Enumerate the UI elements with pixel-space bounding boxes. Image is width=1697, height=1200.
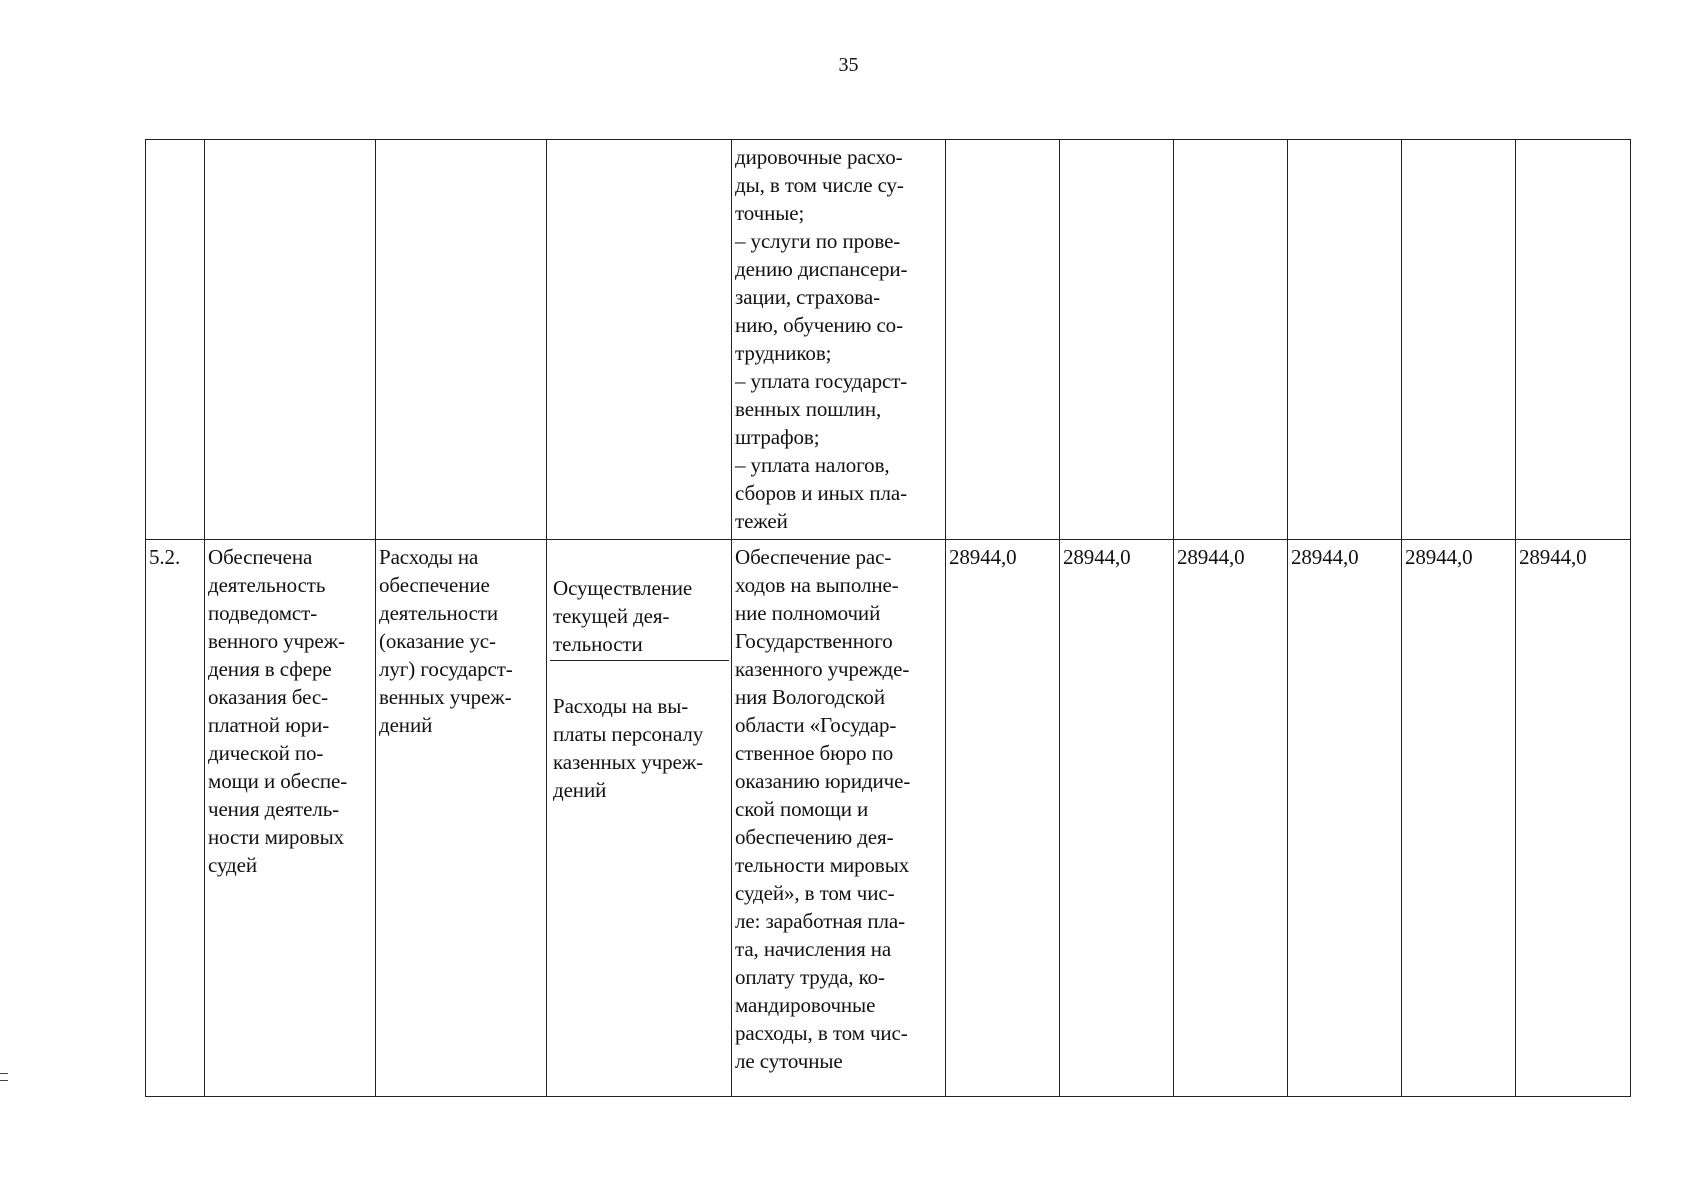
activity-main: Осуществление текущей дея- тельности [550,571,729,661]
cell-value-2 [1060,140,1174,540]
cell-value-1 [946,140,1060,540]
cell-value-4: 28944,0 [1288,540,1402,1097]
table-row-continuation [146,140,1631,540]
activity-sub: Расходы на вы- платы персоналу казенных учреж- дений [553,694,704,802]
cell-value-5: 28944,0 [1402,540,1516,1097]
cell-number: 5.2. [146,540,205,1097]
table-row-5-2 [146,540,1631,1097]
cell-activity [547,140,732,540]
cell-value-6: 28944,0 [1516,540,1631,1097]
cell-result [205,140,376,540]
cell-content: дировочные расхо- ды, в том числе су- точные; – услуги по прове- дению диспансери- зации, страхова- нию, обучению со- трудников; – уплата государст- венных пошлин, штрафов; – уплата налогов, сборов и иных пла- тежей [732,140,946,540]
cell-value-5 [1402,140,1516,540]
budget-table [145,139,1631,1097]
binding-mark [0,1073,8,1081]
cell-expense-type: Расходы на обеспечение деятельности (оказание ус- луг) государст- венных учреж- дений [376,540,547,1097]
cell-value-6 [1516,140,1631,540]
cell-value-3: 28944,0 [1174,540,1288,1097]
cell-value-1: 28944,0 [946,540,1060,1097]
page-number: 35 [838,54,859,76]
cell-number [146,140,205,540]
cell-value-2: 28944,0 [1060,540,1174,1097]
cell-expense-type [376,140,547,540]
cell-content: Обеспечение рас- ходов на выполне- ние полномочий Государственного казенного учрежде- ния Вологодской области «Государ- ственное бюро по оказанию юридиче- ской помощи и обеспечению дея- тельности мировых судей», в том чис- ле: заработная пла- та, начисления на оплату труда, ко- мандировочные расходы, в том чис- ле суточные [732,540,946,1097]
cell-activity [547,540,732,1097]
cell-value-4 [1288,140,1402,540]
cell-value-3 [1174,140,1288,540]
cell-result: Обеспечена деятельность подведомст- венного учреж- дения в сфере оказания бес- платной юри- дической по- мощи и обеспе- чения деятель- ности мировых судей [205,540,376,1097]
